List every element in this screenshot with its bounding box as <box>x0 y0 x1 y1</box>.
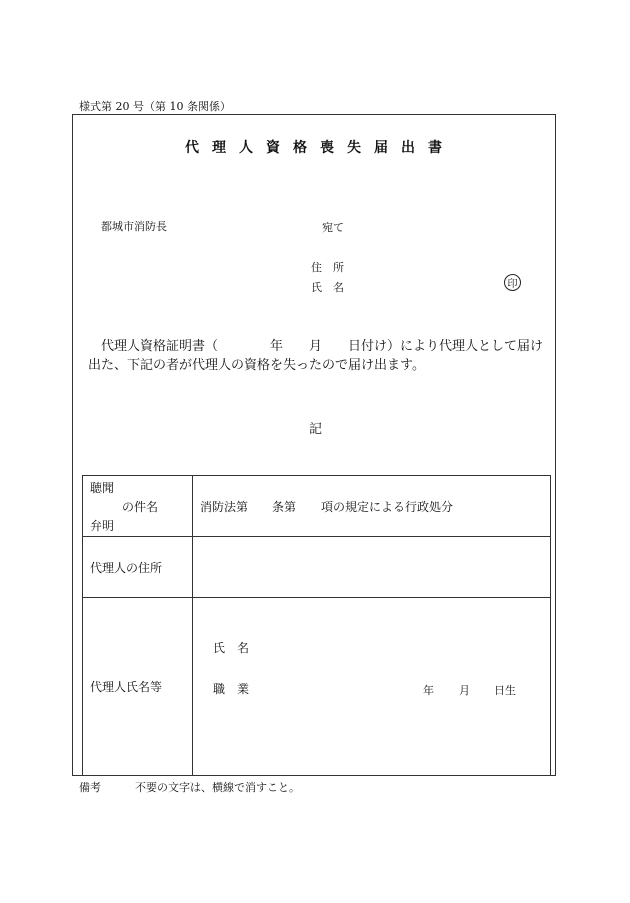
case-name-label: の件名 <box>122 500 159 514</box>
explanation-label: 弁明 <box>90 519 115 533</box>
form-number: 様式第 20 号（第 10 条関係） <box>79 100 231 113</box>
birth-year-label: 年 <box>423 684 434 697</box>
case-article: 条第 <box>272 499 297 514</box>
seal-icon: 印 <box>504 274 521 291</box>
case-label-cell <box>83 476 193 537</box>
agent-name-field: 氏 名 <box>213 641 250 655</box>
body-text <box>88 337 543 375</box>
table-row <box>83 476 551 537</box>
table-row <box>83 598 551 776</box>
addressee-suffix: 宛て <box>322 221 344 234</box>
document-title: 代理人資格喪失届出書 <box>185 140 455 156</box>
case-value-cell <box>193 476 551 537</box>
birth-day-label: 日生 <box>494 684 516 697</box>
body-line-2: 出た、下記の者が代理人の資格を失ったので届け出ます。 <box>88 358 425 373</box>
applicant-address-label: 住 所 <box>311 261 344 274</box>
detail-table <box>82 475 551 776</box>
agent-occupation-field: 職 業 <box>213 682 250 696</box>
remark-label: 備考 <box>79 781 101 794</box>
agent-address-label: 代理人の住所 <box>83 537 193 598</box>
applicant-name-label: 氏 名 <box>311 281 344 294</box>
hearing-label: 聴聞 <box>90 481 115 495</box>
case-law: 消防法第 <box>200 499 249 514</box>
agent-details-cell <box>193 598 551 776</box>
ki-heading: 記 <box>309 422 323 437</box>
addressee: 都城市消防長 <box>101 220 167 233</box>
remark-text: 不要の文字は、横線で消すこと。 <box>135 781 300 794</box>
body-line-1: 代理人資格証明書（ 年 月 日付け）により代理人として届け <box>101 339 544 354</box>
remark <box>79 779 300 795</box>
case-paragraph: 項の規定による行政処分 <box>321 499 454 514</box>
table-row <box>83 537 551 598</box>
agent-name-label: 代理人氏名等 <box>83 598 193 776</box>
agent-address-value <box>193 537 551 598</box>
birth-month-label: 月 <box>459 684 470 697</box>
